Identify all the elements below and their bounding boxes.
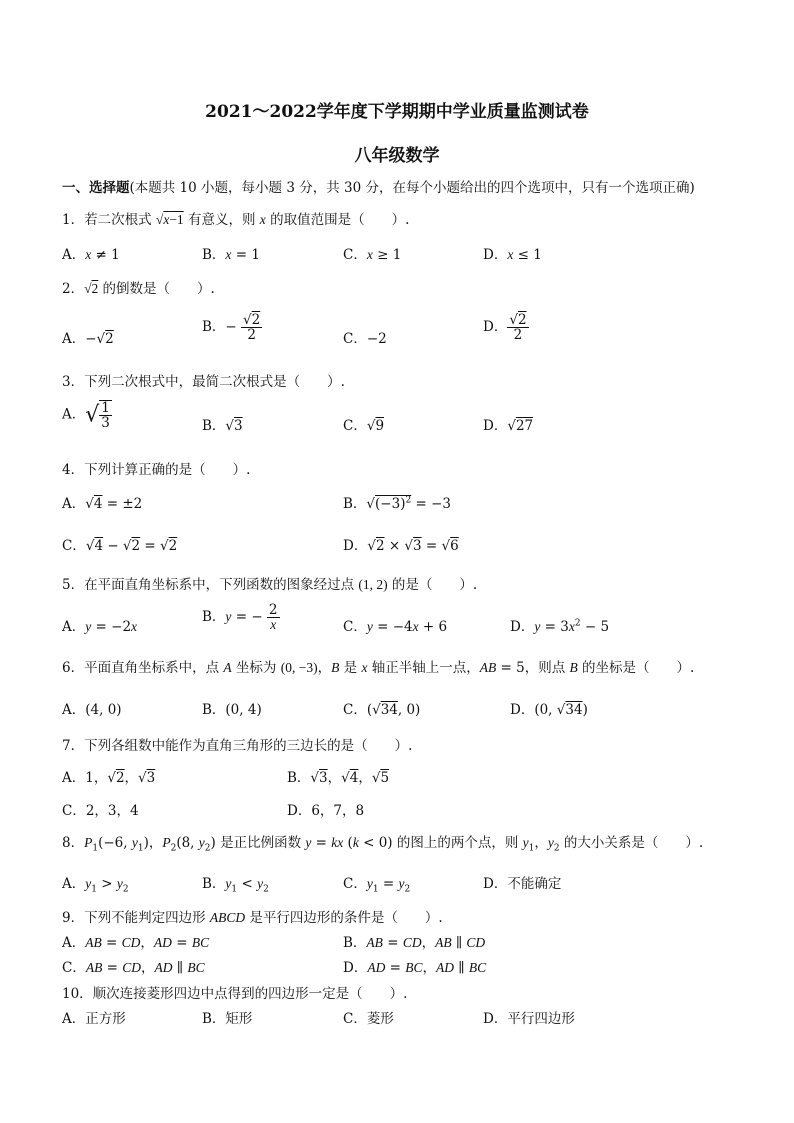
question-5-option-d: D．$y = 3x^2 - 5$ (510, 618, 610, 635)
question-6-option-d: D．(0, √34) (510, 702, 588, 718)
question-4-option-d: D．√2 × √3 = √6 (343, 538, 459, 554)
question-7-option-c: C．2，3，4 (62, 803, 139, 819)
question-7-option-b: B．√3，√4，√5 (287, 770, 390, 786)
question-3-option-c: C．√9 (343, 418, 385, 434)
question-10-option-b: B．矩形 (202, 1011, 253, 1027)
question-1-option-d: D．x ≤ 1 (483, 247, 542, 263)
question-2-option-b: B．− $\frac{√2}{2}$ (202, 312, 261, 344)
question-10-option-c: C．菱形 (343, 1011, 394, 1027)
question-8-option-c: C．$y_1 = y_2$ (343, 876, 411, 895)
question-6-option-b: B．(0, 4) (202, 702, 262, 718)
question-5-option-b: B．y = − $\frac{2}{x}$ (202, 602, 278, 633)
question-9-option-d: D．AD = BC，AD ∥ BC (343, 960, 487, 976)
question-7-option-a: A．1，√2，√3 (62, 770, 156, 786)
question-2-option-d: D． $\frac{√2}{2}$ (483, 312, 527, 344)
question-9-option-a: A．AB = CD，AD = BC (62, 935, 210, 951)
question-9-option-c: C．AB = CD，AD ∥ BC (62, 960, 205, 976)
question-2-option-c: C．−2 (343, 331, 387, 347)
question-10-stem: 10．顺次连接菱形四边中点得到的四边形一定是（ ）. (62, 986, 408, 1002)
question-8-option-a: A．$y_1 > y_2$ (62, 876, 129, 895)
question-2-option-a: A．−√2 (62, 331, 114, 347)
question-7-option-d: D．6，7，8 (287, 803, 365, 819)
question-3-option-a: A．√ $\frac{1}{3}$ (62, 400, 110, 432)
section-heading-note: (本题共 10 小题，每小题 3 分，共 30 分，在每个小题给出的四个选项中，只有一个选项正确) (129, 180, 695, 196)
exam-title: 2021～2022学年度下学期期中学业质量监测试卷 (205, 102, 589, 122)
question-8-option-b: B．$y_1 < y_2$ (202, 876, 269, 895)
question-10-option-a: A．正方形 (62, 1011, 126, 1027)
question-1-option-b: B．x = 1 (202, 247, 260, 263)
question-4-option-c: C．√4 − √2 = √2 (62, 538, 178, 554)
question-5-stem: 5．在平面直角坐标系中，下列函数的图象经过点 (1, 2) 的是（ ）. (62, 577, 478, 593)
section-heading-label: 一、选择题 (62, 180, 130, 196)
question-6-option-a: A．(4, 0) (62, 702, 122, 718)
question-7-stem: 7．下列各组数中能作为直角三角形的三边长的是（ ）. (62, 738, 413, 754)
question-5-option-a: A．y = −2x (62, 619, 138, 635)
question-10-option-d: D．平行四边形 (483, 1011, 575, 1027)
question-6-option-c: C．(√34, 0) (343, 702, 421, 718)
question-4-option-b: B．$√(-3)^2 = -3$ (343, 495, 451, 512)
question-4-option-a: A．√4 = ±2 (62, 496, 143, 512)
question-3-option-d: D．√27 (483, 418, 534, 434)
question-9-stem: 9．下列不能判定四边形 ABCD 是平行四边形的条件是（ ）. (62, 910, 443, 926)
question-6-stem: 6．平面直角坐标系中，点 A 坐标为 (0, −3)，B 是 x 轴正半轴上一点，AB = 5，则点 B 的坐标是（ ）. (62, 660, 695, 676)
question-9-option-b: B．AB = CD，AB ∥ CD (343, 935, 486, 951)
question-8-stem: 8．$P_1(-6$, $y_1$)，$P_2(8$, $y_2$) 是正比例函数 y = kx (k < 0) 的图上的两个点，则 $y_1$，$y_2$ 的大小关系是（ ）. (62, 835, 704, 854)
question-1-option-c: C．x ≥ 1 (343, 247, 402, 263)
exam-subtitle: 八年级数学 (354, 146, 440, 166)
question-2-stem: 2．√2 的倒数是（ ）. (62, 281, 215, 297)
question-1-stem: 1．若二次根式 √x−1 有意义，则 x 的取值范围是（ ）. (62, 212, 410, 228)
question-4-stem: 4．下列计算正确的是（ ）. (62, 462, 251, 478)
question-3-stem: 3．下列二次根式中，最简二次根式是（ ）. (62, 374, 345, 390)
question-8-option-d: D．不能确定 (483, 876, 562, 892)
question-3-option-b: B．√3 (202, 418, 243, 434)
section-heading (62, 176, 695, 196)
question-5-option-c: C．y = −4x + 6 (343, 619, 448, 635)
question-1-option-a: A．x ≠ 1 (62, 247, 120, 263)
